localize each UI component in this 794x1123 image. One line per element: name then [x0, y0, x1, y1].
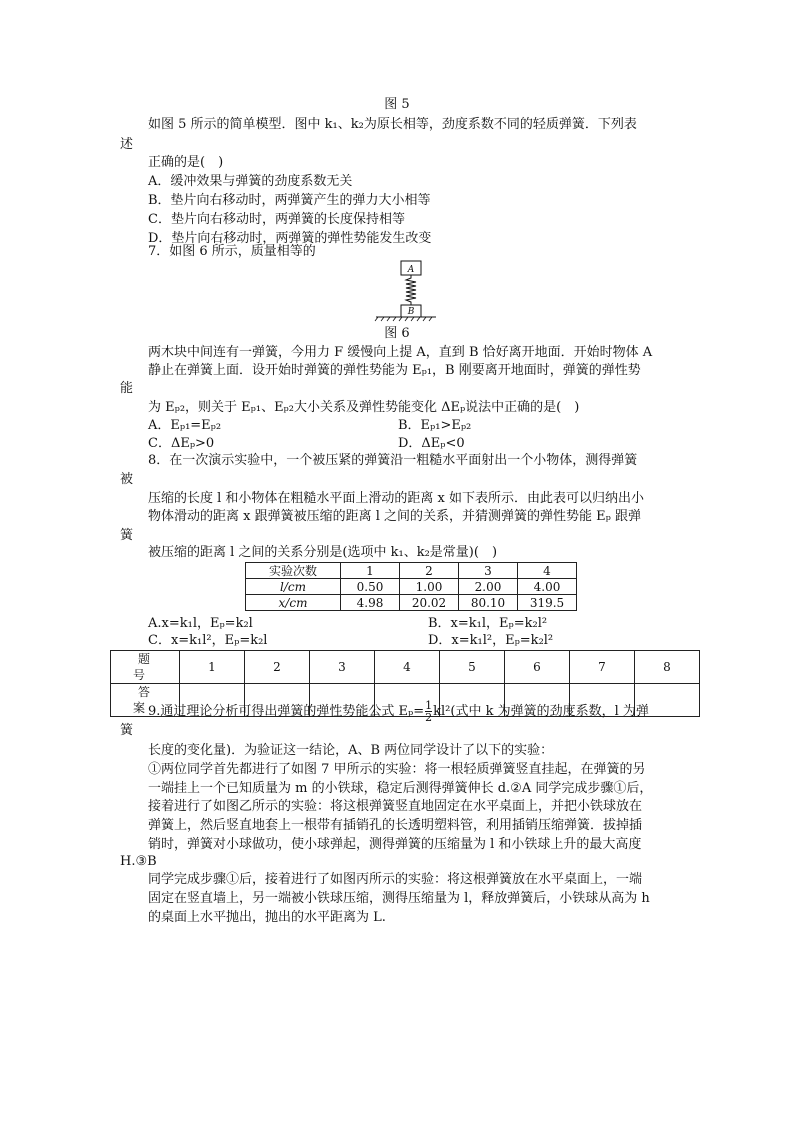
spring-coil — [406, 275, 416, 305]
table-cell: 0.50 — [341, 579, 400, 595]
q6-stem-wrap: 述 — [120, 137, 134, 152]
table-cell: 4.00 — [518, 579, 577, 595]
table-cell: 1.00 — [400, 579, 459, 595]
answer-table-answer-label: 答 案 — [111, 684, 180, 717]
table-cell: 2 — [400, 563, 459, 579]
q8-data-table — [245, 562, 577, 611]
q8-option-c: C．x=k₁l²，Eₚ=k₂l — [148, 633, 268, 648]
q6-stem-line-1: 如图 5 所示的简单模型．图中 k₁、k₂为原长相等，劲度系数不同的轻质弹簧．下列表 — [148, 117, 637, 132]
ground-hatching — [375, 317, 432, 321]
q9-stem-line-4: 一端挂上一个已知质量为 m 的小铁球，稳定后测得弹簧伸长 d.②A 同学完成步骤①后， — [148, 781, 653, 796]
table-cell: 4 — [518, 563, 577, 579]
q8-stem-wrap-1: 被 — [120, 472, 134, 487]
q9-stem-line-11: 的桌面上水平抛出，抛出的水平距离为 L. — [148, 910, 386, 925]
table-cell: 实验次数 — [246, 563, 341, 579]
q9-stem-line-1 — [148, 700, 649, 723]
table-cell: 3 — [459, 563, 518, 579]
q9-stem-line-6: 弹簧上，然后竖直地套上一根带有插销孔的长透明塑料管，利用插销压缩弹簧．拔掉插 — [148, 818, 643, 833]
q7-option-a: A．Eₚ₁=Eₚ₂ — [148, 418, 222, 433]
question-number: 3 — [310, 651, 375, 684]
block-a-label: A — [407, 265, 415, 275]
question-number: 4 — [375, 651, 440, 684]
table-cell: 319.5 — [518, 595, 577, 611]
fraction-denominator: 2 — [425, 711, 433, 724]
table-cell: l/cm — [246, 579, 341, 595]
q6-stem-line-2: 正确的是( ) — [148, 155, 224, 170]
q8-stem-line-2: 压缩的长度 l 和小物体在粗糙水平面上滑动的距离 x 如下表所示．由此表可以归纳出小 — [148, 491, 645, 506]
q8-stem-line-1: 8．在一次演示实验中，一个被压紧的弹簧沿一粗糙水平面射出一个小物体，测得弹簧 — [148, 453, 638, 468]
answer-table-number-label: 题 号 — [111, 651, 180, 684]
q7-stem-line-1: 7．如图 6 所示，质量相等的 — [148, 244, 316, 259]
question-number: 2 — [245, 651, 310, 684]
q9-stem-line-9: 同学完成步骤①后，接着进行了如图丙所示的实验：将这根弹簧放在水平桌面上，一端 — [148, 872, 643, 887]
q9-line-1-end: kl²(式中 k 为弹簧的劲度系数，l 为弹 — [433, 704, 649, 719]
q9-stem-wrap: 簧 — [120, 723, 134, 738]
figure-6-spring-blocks — [370, 258, 436, 324]
figure-5-caption: 图 5 — [384, 97, 410, 112]
q9-stem-line-5: 接着进行了如图乙所示的实验：将这根弹簧竖直地固定在水平桌面上，并把小铁球放在 — [148, 799, 643, 814]
table-cell: 80.10 — [459, 595, 518, 611]
question-number: 6 — [505, 651, 570, 684]
q9-stem-line-3: ①两位同学首先都进行了如图 7 甲所示的实验：将一根轻质弹簧竖直挂起，在弹簧的另 — [148, 762, 646, 777]
question-number: 1 — [180, 651, 245, 684]
q7-stem-wrap: 能 — [120, 381, 134, 396]
question-number: 5 — [440, 651, 505, 684]
q7-option-d: D．ΔEₚ<0 — [398, 436, 465, 451]
fraction-numerator: 1 — [425, 699, 433, 712]
q6-option-a: A．缓冲效果与弹簧的劲度系数无关 — [148, 174, 353, 189]
q9-stem-line-2: 长度的变化量)．为验证这一结论，A、B 两位同学设计了以下的实验： — [148, 743, 554, 758]
q8-stem-wrap-2: 簧 — [120, 528, 134, 543]
question-number: 7 — [570, 651, 635, 684]
q9-stem-line-8: H.③B — [120, 854, 157, 869]
table-cell: 1 — [341, 563, 400, 579]
table-row — [246, 595, 577, 611]
q7-option-b: B．Eₚ₁>Eₚ₂ — [398, 418, 472, 433]
block-b-label: B — [407, 307, 415, 317]
q6-option-c: C．垫片向右移动时，两弹簧的长度保持相等 — [148, 212, 405, 227]
q7-stem-line-2: 两木块中间连有一弹簧，今用力 F 缓慢向上提 A，直到 B 恰好离开地面．开始时物体 A — [148, 345, 653, 360]
table-row — [246, 579, 577, 595]
q7-stem-line-4: 为 Eₚ₂，则关于 Eₚ₁、Eₚ₂大小关系及弹性势能变化 ΔEₚ说法中正确的是( ) — [148, 400, 580, 415]
table-row — [111, 651, 700, 684]
q9-line-1-start: 9.通过理论分析可得出弹簧的弹性势能公式 Eₚ= — [148, 704, 425, 719]
question-number: 8 — [635, 651, 700, 684]
table-cell: 2.00 — [459, 579, 518, 595]
q8-option-b: B．x=k₁l，Eₚ=k₂l² — [428, 616, 548, 631]
q8-option-a: A.x=k₁l，Eₚ=k₂l — [148, 616, 253, 631]
q9-stem-line-7: 销时，弹簧对小球做功，使小球弹起，测得弹簧的压缩量为 l 和小铁球上升的最大高度 — [148, 837, 642, 852]
q6-option-b: B．垫片向右移动时，两弹簧产生的弹力大小相等 — [148, 193, 431, 208]
table-cell: 4.98 — [341, 595, 400, 611]
q8-option-d: D．x=k₁l²，Eₚ=k₂l² — [428, 633, 554, 648]
figure-6-caption: 图 6 — [384, 326, 410, 341]
q8-stem-line-3: 物体滑动的距离 x 跟弹簧被压缩的距离 l 之间的关系，并猜测弹簧的弹性势能 Eₚ 跟弹 — [148, 509, 641, 524]
table-row — [246, 563, 577, 579]
table-cell: x/cm — [246, 595, 341, 611]
q6-option-d: D．垫片向右移动时，两弹簧的弹性势能发生改变 — [148, 231, 432, 246]
q7-option-c: C．ΔEₚ>0 — [148, 436, 215, 451]
q7-stem-line-3: 静止在弹簧上面．设开始时弹簧的弹性势能为 Eₚ₁，B 刚要离开地面时，弹簧的弹性势 — [148, 363, 641, 378]
q9-stem-line-10: 固定在竖直墙上，另一端被小铁球压缩，测得压缩量为 l，释放弹簧后，小铁球从高为 h — [148, 891, 650, 906]
one-half-fraction — [425, 700, 432, 723]
table-cell: 20.02 — [400, 595, 459, 611]
q8-stem-line-4: 被压缩的距离 l 之间的关系分别是(选项中 k₁、k₂是常量)( ) — [148, 545, 498, 560]
